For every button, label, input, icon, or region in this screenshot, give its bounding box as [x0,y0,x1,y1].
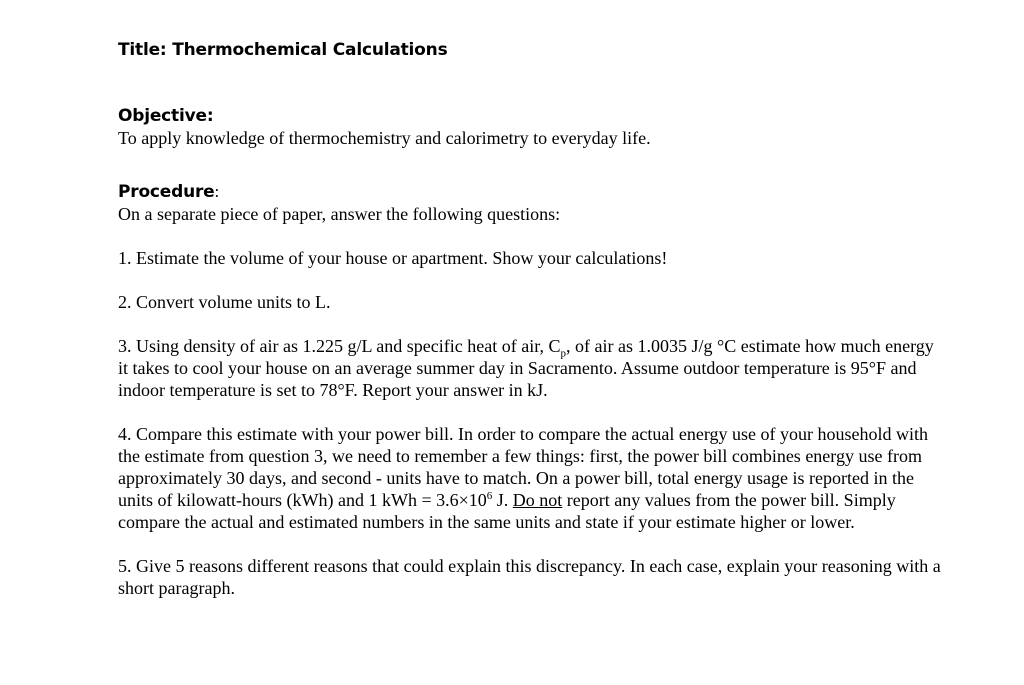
question-4-underlined: Do not [512,490,563,510]
question-4-part1: 4. Compare this estimate with your power bill. In order to compare the actual energy use of your household with the estimate from question 3, we need to remember a few things: first, the power bill combines energy use from approximately 30 days, and second - units have to match. On a power bill, total energy usage is reported in the units of kilowatt-hours (kWh) and 1 kWh = 3.6×10 [118,424,928,510]
question-3 [118,335,948,401]
question-5: 5. Give 5 reasons different reasons that could explain this discrepancy. In each case, explain your reasoning with a short paragraph. [118,556,941,598]
question-3-part2: , of air as 1.0035 J/g °C estimate how much energy it takes to cool your house on an average summer day in Sacramento. Assume outdoor temperature is 95°F and indoor temperature is set to 78°F. Report your answer in kJ. [118,336,934,400]
objective-heading: Objective: [118,106,214,126]
procedure-heading-colon: : [214,182,220,201]
question-3-subscript: p [560,347,567,360]
question-4-superscript: 6 [486,490,493,502]
procedure-intro: On a separate piece of paper, answer the following questions: [118,204,561,224]
question-4-part2: J. [492,490,513,510]
question-4 [118,423,948,533]
procedure-heading-label: Procedure [118,182,215,202]
question-3-part1: 3. Using density of air as 1.225 g/L and specific heat of air, C [118,336,561,356]
document-title: Title: Thermochemical Calculations [118,40,448,60]
question-1: 1. Estimate the volume of your house or apartment. Show your calculations! [118,248,668,268]
objective-text: To apply knowledge of thermochemistry and calorimetry to everyday life. [118,128,651,148]
document-page [118,38,948,599]
procedure-heading [118,181,948,203]
question-4-part3: report any values from the power bill. Simply compare the actual and estimated numbers in the same units and state if your estimate higher or lower. [118,490,896,532]
question-2: 2. Convert volume units to L. [118,292,331,312]
